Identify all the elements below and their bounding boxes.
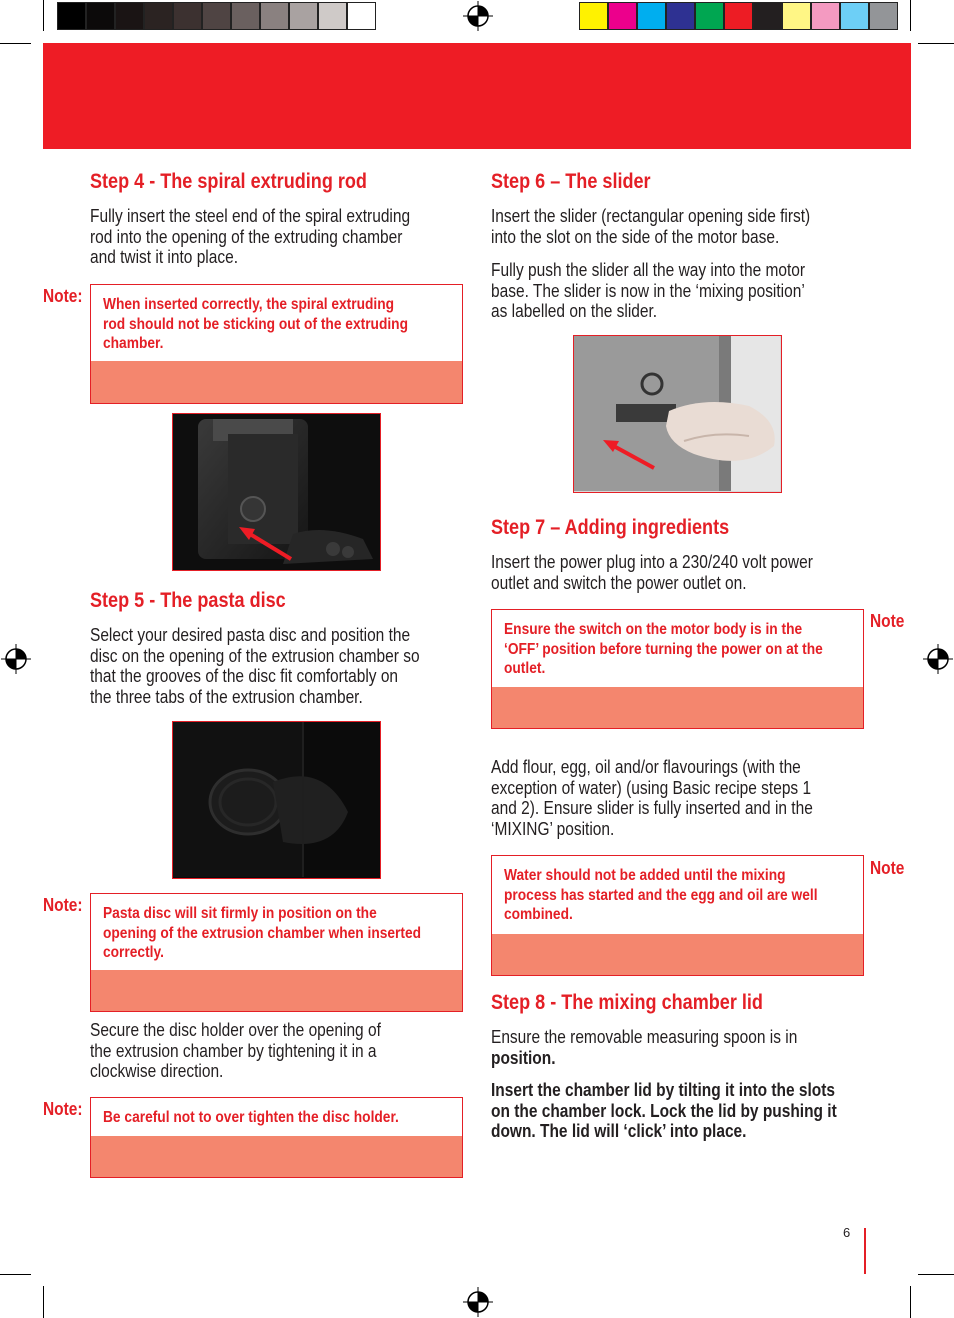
note-text: Be careful not to over tighten the disc holder.	[103, 1109, 399, 1126]
color-swatch	[202, 2, 231, 30]
crop-mark	[0, 43, 31, 44]
step5-body-2: Secure the disc holder over the opening of the extrusion chamber by tightening it in a clockwise direction.	[90, 1020, 381, 1081]
step5-title: Step 5 - The pasta disc	[90, 589, 286, 612]
pasta-disc-photo	[172, 721, 381, 879]
crop-mark	[918, 1274, 954, 1275]
color-swatch	[289, 2, 318, 30]
color-swatch	[231, 2, 260, 30]
step7-body-2: Add flour, egg, oil and/or flavourings (with the exception of water) (using Basic recipe steps 1 and 2). Ensure slider is fully inserted and in the ‘MIXING’ position.	[491, 757, 813, 839]
registration-mark-icon	[1, 644, 31, 674]
crop-mark	[910, 1286, 911, 1318]
step7-body: Insert the power plug into a 230/240 volt power outlet and switch the power outlet on.	[491, 552, 813, 593]
extruding-rod-photo	[172, 413, 381, 571]
color-swatch	[782, 2, 811, 30]
color-swatch	[869, 2, 898, 30]
header-band	[43, 43, 911, 149]
note-text: Ensure the switch on the motor body is in the ‘OFF’ position before turning the power on at the outlet.	[504, 621, 823, 678]
note-fill	[91, 361, 462, 403]
page-number: 6	[843, 1225, 851, 1240]
step5-body: Select your desired pasta disc and position the disc on the opening of the extrusion chamber so that the grooves of the disc fit comfortably on the three tabs of the extrusion chamber.	[90, 625, 420, 707]
color-swatch	[724, 2, 753, 30]
note-box	[491, 609, 864, 729]
note-box	[491, 855, 864, 976]
step7-title: Step 7 – Adding ingredients	[491, 516, 730, 539]
color-swatch	[637, 2, 666, 30]
crop-mark	[918, 43, 954, 44]
color-swatch	[173, 2, 202, 30]
note-text: Water should not be added until the mixing process has started and the egg and oil are well combined.	[504, 867, 818, 924]
step8-body: Ensure the removable measuring spoon is in position.	[491, 1027, 798, 1068]
crop-mark	[910, 0, 911, 31]
note-box	[90, 1097, 463, 1178]
crop-mark	[43, 0, 44, 31]
note-label: Note:	[43, 1099, 83, 1119]
crop-mark	[0, 1274, 31, 1275]
step4-title: Step 4 - The spiral extruding rod	[90, 170, 367, 193]
note-label: Note	[870, 611, 905, 631]
registration-mark-icon	[463, 1287, 493, 1317]
step8-body-2: Insert the chamber lid by tilting it into the slots on the chamber lock. Lock the lid by pushing it down. The lid will ‘click’ into place.	[491, 1080, 837, 1141]
slider-photo	[573, 335, 782, 493]
step6-body-2: Fully push the slider all the way into the motor base. The slider is now in the ‘mixing position’ as labelled on the slider.	[491, 260, 806, 321]
color-swatch	[115, 2, 144, 30]
color-swatch	[579, 2, 608, 30]
step6-body: Insert the slider (rectangular opening side first) into the slot on the side of the motor base.	[491, 206, 811, 247]
color-swatch	[695, 2, 724, 30]
note-text: When inserted correctly, the spiral extruding rod should not be sticking out of the extruding chamber.	[103, 296, 409, 353]
color-swatch	[86, 2, 115, 30]
note-text: Pasta disc will sit firmly in position on the opening of the extrusion chamber when inserted correctly.	[103, 905, 422, 962]
note-fill	[492, 687, 863, 728]
color-swatch	[753, 2, 782, 30]
color-swatch	[840, 2, 869, 30]
page-number-rule	[864, 1228, 866, 1274]
step8-title: Step 8 - The mixing chamber lid	[491, 991, 763, 1014]
note-fill	[492, 934, 863, 975]
color-swatch	[347, 2, 376, 30]
step6-title: Step 6 – The slider	[491, 170, 651, 193]
note-box	[90, 893, 463, 1012]
note-label: Note:	[43, 895, 83, 915]
note-fill	[91, 970, 462, 1011]
registration-mark-icon	[923, 644, 953, 674]
note-fill	[91, 1136, 462, 1177]
registration-mark-icon	[463, 1, 493, 31]
color-swatch	[666, 2, 695, 30]
color-swatch	[318, 2, 347, 30]
color-swatch	[260, 2, 289, 30]
color-swatch	[144, 2, 173, 30]
note-box	[90, 284, 463, 404]
color-swatch	[811, 2, 840, 30]
note-label: Note	[870, 858, 905, 878]
color-swatch	[57, 2, 86, 30]
color-swatch	[608, 2, 637, 30]
note-label: Note:	[43, 286, 83, 306]
crop-mark	[43, 1286, 44, 1318]
step4-body: Fully insert the steel end of the spiral extruding rod into the opening of the extruding chamber and twist it into place.	[90, 206, 411, 267]
